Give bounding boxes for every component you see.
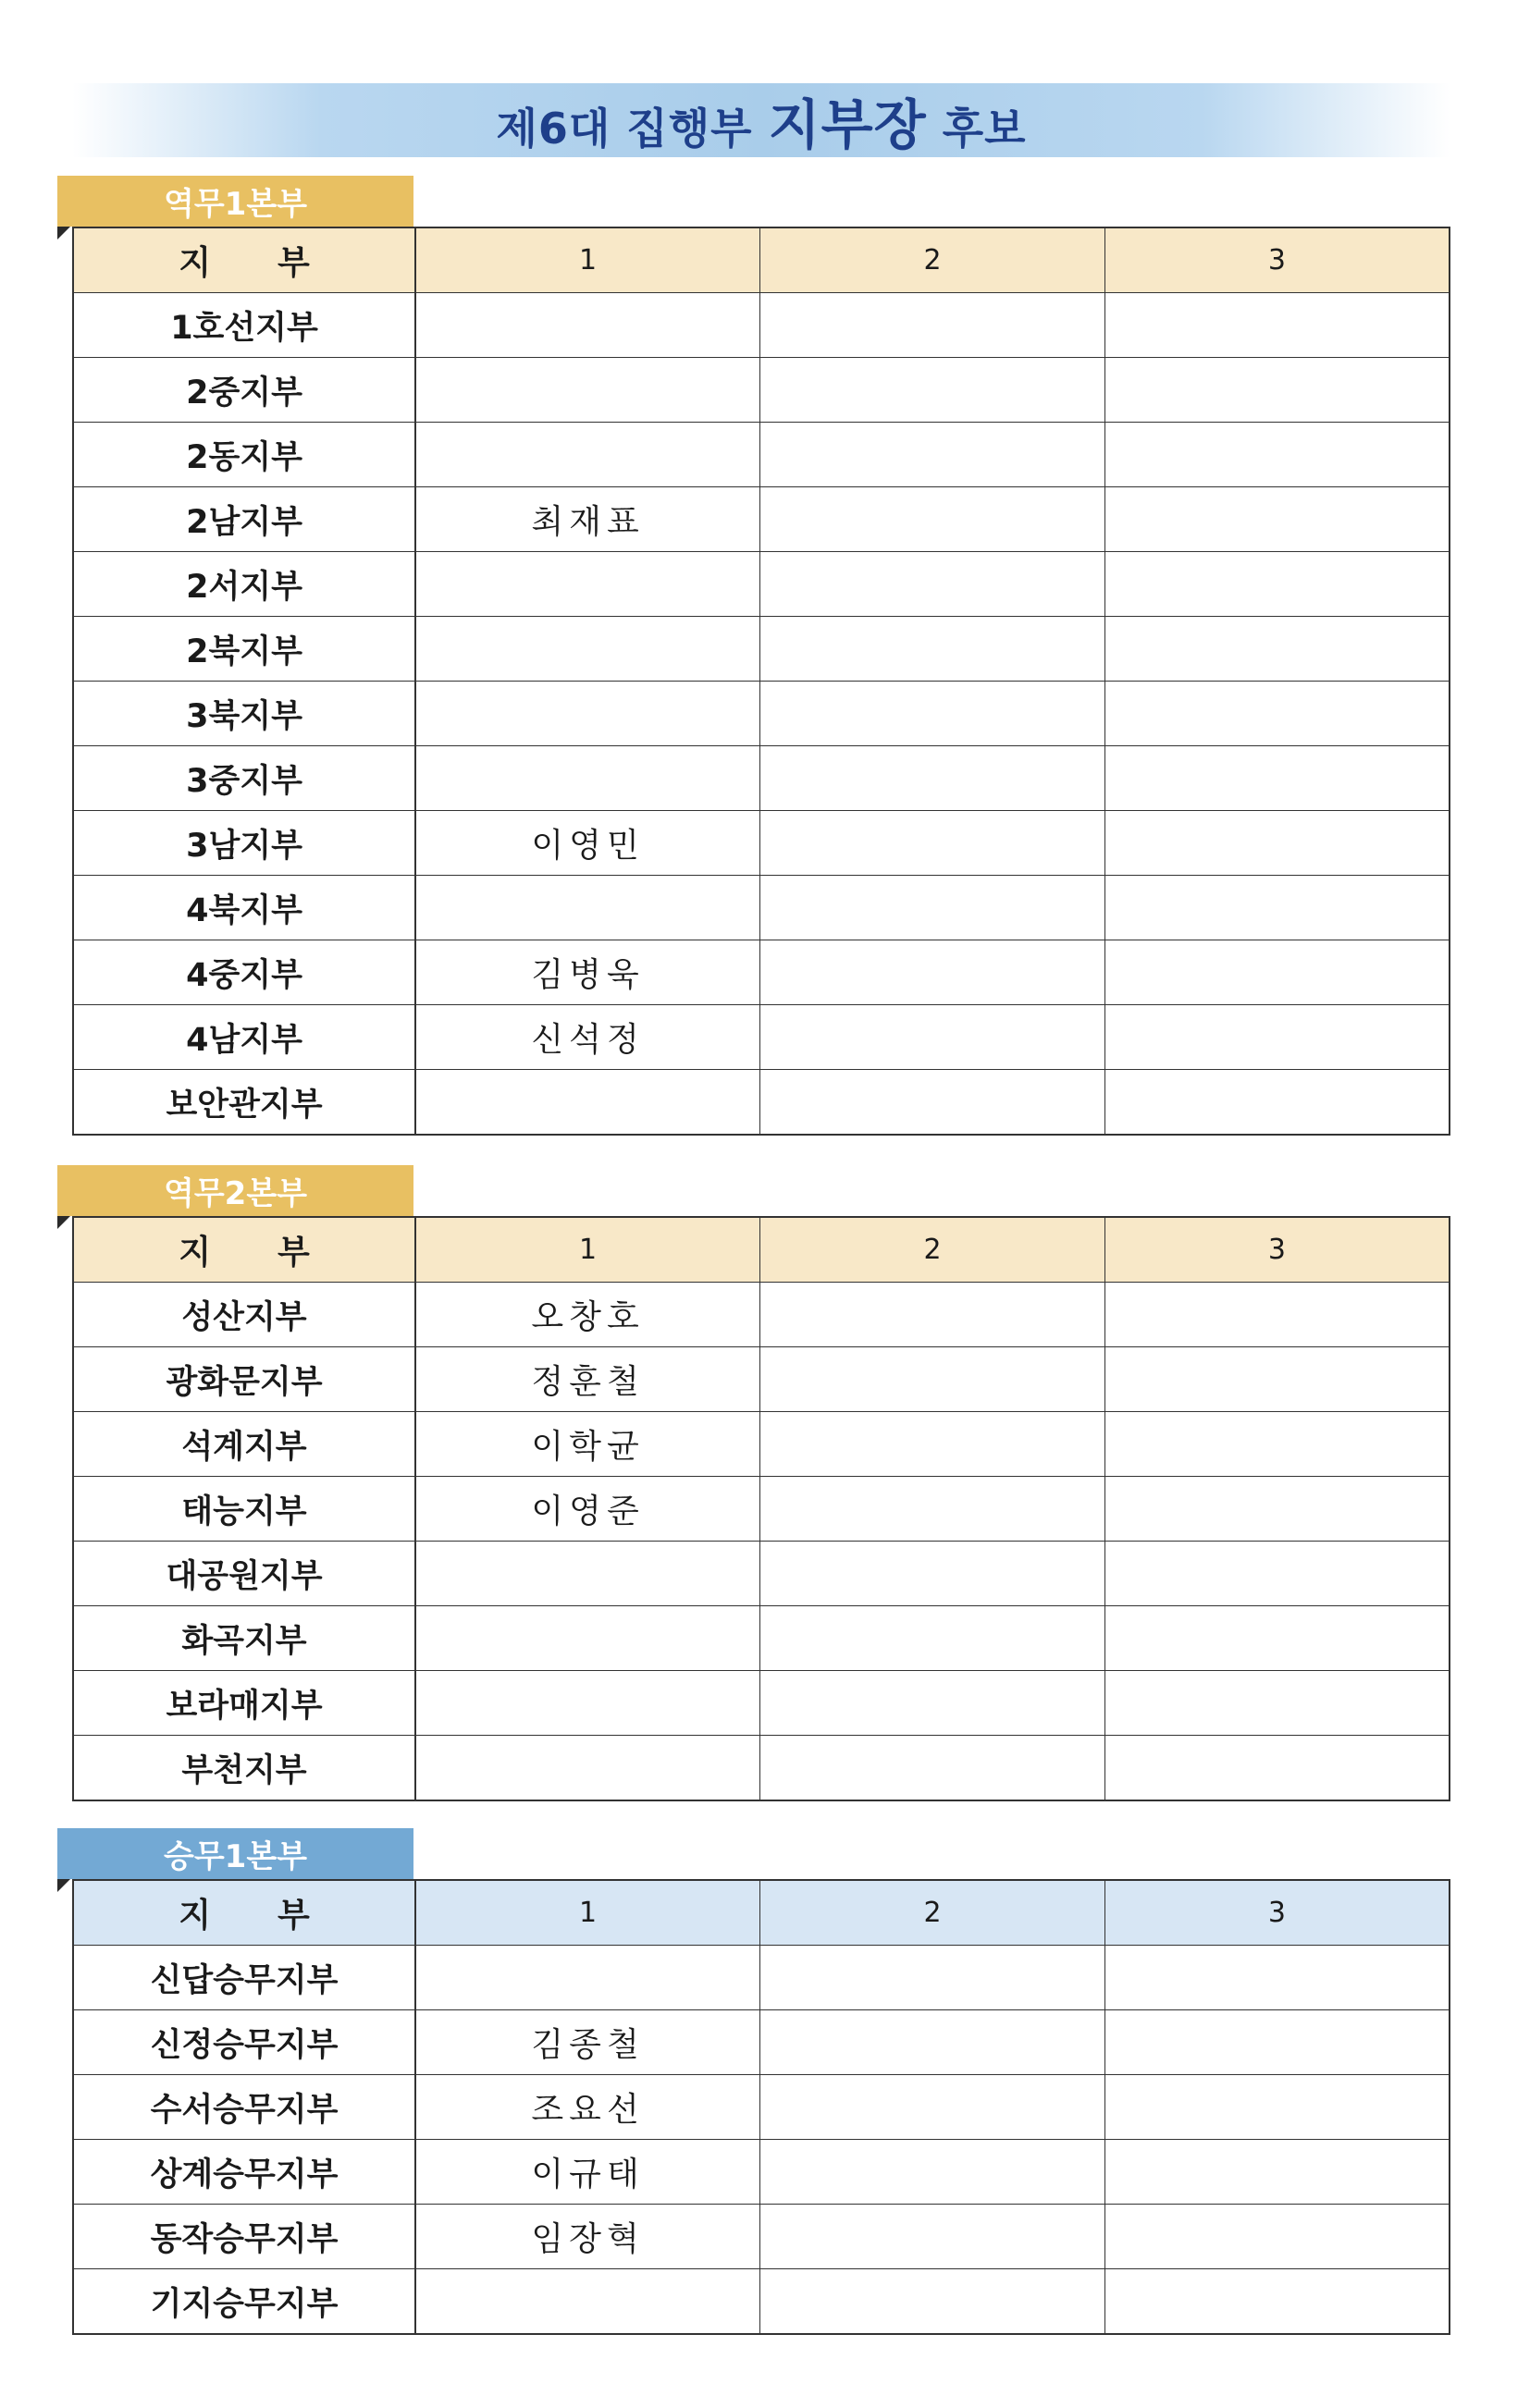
candidate-cell-3 xyxy=(1104,876,1450,940)
branch-cell: 2중지부 xyxy=(73,358,415,423)
title-band xyxy=(72,83,1450,157)
col-header-2: 2 xyxy=(760,227,1105,293)
candidate-cell-2 xyxy=(760,2010,1105,2075)
title-highlight: 지부장 xyxy=(768,93,927,156)
candidate-cell-2 xyxy=(760,293,1105,358)
candidate-cell-3 xyxy=(1104,423,1450,487)
candidate-table xyxy=(72,1879,1450,2335)
branch-cell: 3북지부 xyxy=(73,682,415,746)
table-row xyxy=(73,1671,1450,1736)
candidate-cell-2 xyxy=(760,423,1105,487)
table-row xyxy=(73,552,1450,617)
candidate-cell-1: 조요선 xyxy=(415,2075,760,2140)
candidate-cell-3 xyxy=(1104,2075,1450,2140)
branch-header: 지 부 xyxy=(73,1880,415,1946)
candidate-cell-1 xyxy=(415,293,760,358)
candidate-cell-2 xyxy=(760,1477,1105,1542)
candidate-cell-1 xyxy=(415,1070,760,1136)
candidate-cell-3 xyxy=(1104,1946,1450,2010)
candidate-cell-2 xyxy=(760,1283,1105,1347)
candidate-cell-2 xyxy=(760,682,1105,746)
table-row xyxy=(73,1606,1450,1671)
branch-cell: 2서지부 xyxy=(73,552,415,617)
candidate-cell-1: 임장혁 xyxy=(415,2205,760,2269)
candidate-cell-3 xyxy=(1104,1347,1450,1412)
candidate-cell-1: 김병욱 xyxy=(415,940,760,1005)
table-row xyxy=(73,876,1450,940)
col-header-3: 3 xyxy=(1104,1217,1450,1283)
branch-cell: 기지승무지부 xyxy=(73,2269,415,2335)
page-title xyxy=(496,81,1026,159)
candidate-cell-1 xyxy=(415,1606,760,1671)
branch-cell: 성산지부 xyxy=(73,1283,415,1347)
candidate-cell-2 xyxy=(760,1412,1105,1477)
candidate-cell-3 xyxy=(1104,487,1450,552)
candidate-cell-2 xyxy=(760,746,1105,811)
candidate-cell-2 xyxy=(760,2075,1105,2140)
section-1 xyxy=(57,176,1454,1136)
table-header-row xyxy=(73,1217,1450,1283)
branch-cell: 3중지부 xyxy=(73,746,415,811)
table-header-row xyxy=(73,227,1450,293)
candidate-cell-2 xyxy=(760,1005,1105,1070)
candidate-cell-2 xyxy=(760,2205,1105,2269)
branch-cell: 2남지부 xyxy=(73,487,415,552)
candidate-cell-2 xyxy=(760,1671,1105,1736)
title-prefix: 제6대 집행부 xyxy=(496,104,769,154)
table-row xyxy=(73,682,1450,746)
section-3 xyxy=(57,1828,1454,2335)
candidate-cell-3 xyxy=(1104,1477,1450,1542)
candidate-cell-1: 정훈철 xyxy=(415,1347,760,1412)
candidate-cell-1 xyxy=(415,358,760,423)
branch-cell: 신답승무지부 xyxy=(73,1946,415,2010)
branch-cell: 4남지부 xyxy=(73,1005,415,1070)
candidate-cell-2 xyxy=(760,358,1105,423)
candidate-cell-1: 오창호 xyxy=(415,1283,760,1347)
table-row xyxy=(73,2205,1450,2269)
candidate-cell-1: 이영준 xyxy=(415,1477,760,1542)
branch-cell: 2동지부 xyxy=(73,423,415,487)
candidate-cell-2 xyxy=(760,1070,1105,1136)
candidate-cell-2 xyxy=(760,876,1105,940)
table-row xyxy=(73,1412,1450,1477)
candidate-cell-1: 신석정 xyxy=(415,1005,760,1070)
title-suffix: 후보 xyxy=(926,104,1027,154)
candidate-cell-2 xyxy=(760,617,1105,682)
branch-cell: 3남지부 xyxy=(73,811,415,876)
table-row xyxy=(73,2140,1450,2205)
candidate-cell-3 xyxy=(1104,746,1450,811)
candidate-cell-3 xyxy=(1104,1542,1450,1606)
section-2 xyxy=(57,1165,1454,1801)
candidate-cell-1 xyxy=(415,423,760,487)
table-row xyxy=(73,1946,1450,2010)
table-row xyxy=(73,2010,1450,2075)
candidate-cell-2 xyxy=(760,811,1105,876)
candidate-cell-2 xyxy=(760,940,1105,1005)
branch-cell: 광화문지부 xyxy=(73,1347,415,1412)
branch-cell: 태능지부 xyxy=(73,1477,415,1542)
candidate-cell-1 xyxy=(415,1946,760,2010)
candidate-cell-1: 김종철 xyxy=(415,2010,760,2075)
candidate-cell-1 xyxy=(415,746,760,811)
section-tag: 역무1본부 xyxy=(57,176,413,227)
candidate-cell-3 xyxy=(1104,1070,1450,1136)
candidate-cell-3 xyxy=(1104,2010,1450,2075)
candidate-table xyxy=(72,1216,1450,1801)
candidate-cell-1: 이규태 xyxy=(415,2140,760,2205)
table-row xyxy=(73,1477,1450,1542)
table-row xyxy=(73,940,1450,1005)
table-row xyxy=(73,1005,1450,1070)
col-header-1: 1 xyxy=(415,1217,760,1283)
branch-cell: 4북지부 xyxy=(73,876,415,940)
candidate-cell-3 xyxy=(1104,552,1450,617)
candidate-cell-3 xyxy=(1104,1606,1450,1671)
candidate-cell-1 xyxy=(415,617,760,682)
candidate-cell-3 xyxy=(1104,682,1450,746)
branch-cell: 1호선지부 xyxy=(73,293,415,358)
candidate-cell-1: 이영민 xyxy=(415,811,760,876)
candidate-cell-3 xyxy=(1104,617,1450,682)
candidate-cell-3 xyxy=(1104,1671,1450,1736)
table-row xyxy=(73,617,1450,682)
candidate-cell-2 xyxy=(760,487,1105,552)
candidate-cell-1 xyxy=(415,1542,760,1606)
branch-cell: 석계지부 xyxy=(73,1412,415,1477)
branch-cell: 4중지부 xyxy=(73,940,415,1005)
candidate-cell-1 xyxy=(415,1736,760,1801)
candidate-cell-2 xyxy=(760,2140,1105,2205)
candidate-cell-3 xyxy=(1104,358,1450,423)
branch-cell: 2북지부 xyxy=(73,617,415,682)
branch-cell: 보라매지부 xyxy=(73,1671,415,1736)
col-header-1: 1 xyxy=(415,227,760,293)
candidate-cell-1: 이학균 xyxy=(415,1412,760,1477)
candidate-cell-2 xyxy=(760,2269,1105,2335)
candidate-cell-3 xyxy=(1104,1283,1450,1347)
branch-cell: 부천지부 xyxy=(73,1736,415,1801)
table-row xyxy=(73,1542,1450,1606)
branch-cell: 대공원지부 xyxy=(73,1542,415,1606)
branch-cell: 신정승무지부 xyxy=(73,2010,415,2075)
table-row xyxy=(73,1070,1450,1136)
branch-cell: 수서승무지부 xyxy=(73,2075,415,2140)
table-row xyxy=(73,1283,1450,1347)
candidate-cell-3 xyxy=(1104,940,1450,1005)
candidate-cell-1 xyxy=(415,552,760,617)
section-tag: 역무2본부 xyxy=(57,1165,413,1216)
col-header-2: 2 xyxy=(760,1880,1105,1946)
branch-cell: 동작승무지부 xyxy=(73,2205,415,2269)
branch-header: 지 부 xyxy=(73,1217,415,1283)
col-header-3: 3 xyxy=(1104,227,1450,293)
candidate-cell-3 xyxy=(1104,1736,1450,1801)
table-row xyxy=(73,811,1450,876)
candidate-cell-3 xyxy=(1104,2205,1450,2269)
candidate-cell-2 xyxy=(760,1606,1105,1671)
candidate-cell-2 xyxy=(760,1542,1105,1606)
section-tag: 승무1본부 xyxy=(57,1828,413,1879)
candidate-cell-2 xyxy=(760,1736,1105,1801)
col-header-3: 3 xyxy=(1104,1880,1450,1946)
candidate-table xyxy=(72,227,1450,1136)
candidate-cell-3 xyxy=(1104,1412,1450,1477)
candidate-cell-3 xyxy=(1104,293,1450,358)
candidate-cell-1 xyxy=(415,682,760,746)
candidate-cell-1 xyxy=(415,2269,760,2335)
table-row xyxy=(73,293,1450,358)
candidate-cell-3 xyxy=(1104,811,1450,876)
branch-cell: 상계승무지부 xyxy=(73,2140,415,2205)
branch-header: 지 부 xyxy=(73,227,415,293)
table-row xyxy=(73,358,1450,423)
candidate-cell-1: 최재표 xyxy=(415,487,760,552)
branch-cell: 보안관지부 xyxy=(73,1070,415,1136)
col-header-1: 1 xyxy=(415,1880,760,1946)
candidate-cell-1 xyxy=(415,1671,760,1736)
table-row xyxy=(73,487,1450,552)
table-row xyxy=(73,746,1450,811)
col-header-2: 2 xyxy=(760,1217,1105,1283)
candidate-cell-2 xyxy=(760,552,1105,617)
table-header-row xyxy=(73,1880,1450,1946)
candidate-cell-3 xyxy=(1104,2269,1450,2335)
candidate-cell-3 xyxy=(1104,2140,1450,2205)
table-row xyxy=(73,1347,1450,1412)
table-row xyxy=(73,2269,1450,2335)
candidate-cell-1 xyxy=(415,876,760,940)
candidate-cell-2 xyxy=(760,1347,1105,1412)
candidate-cell-3 xyxy=(1104,1005,1450,1070)
table-row xyxy=(73,2075,1450,2140)
table-row xyxy=(73,1736,1450,1801)
candidate-cell-2 xyxy=(760,1946,1105,2010)
table-row xyxy=(73,423,1450,487)
branch-cell: 화곡지부 xyxy=(73,1606,415,1671)
